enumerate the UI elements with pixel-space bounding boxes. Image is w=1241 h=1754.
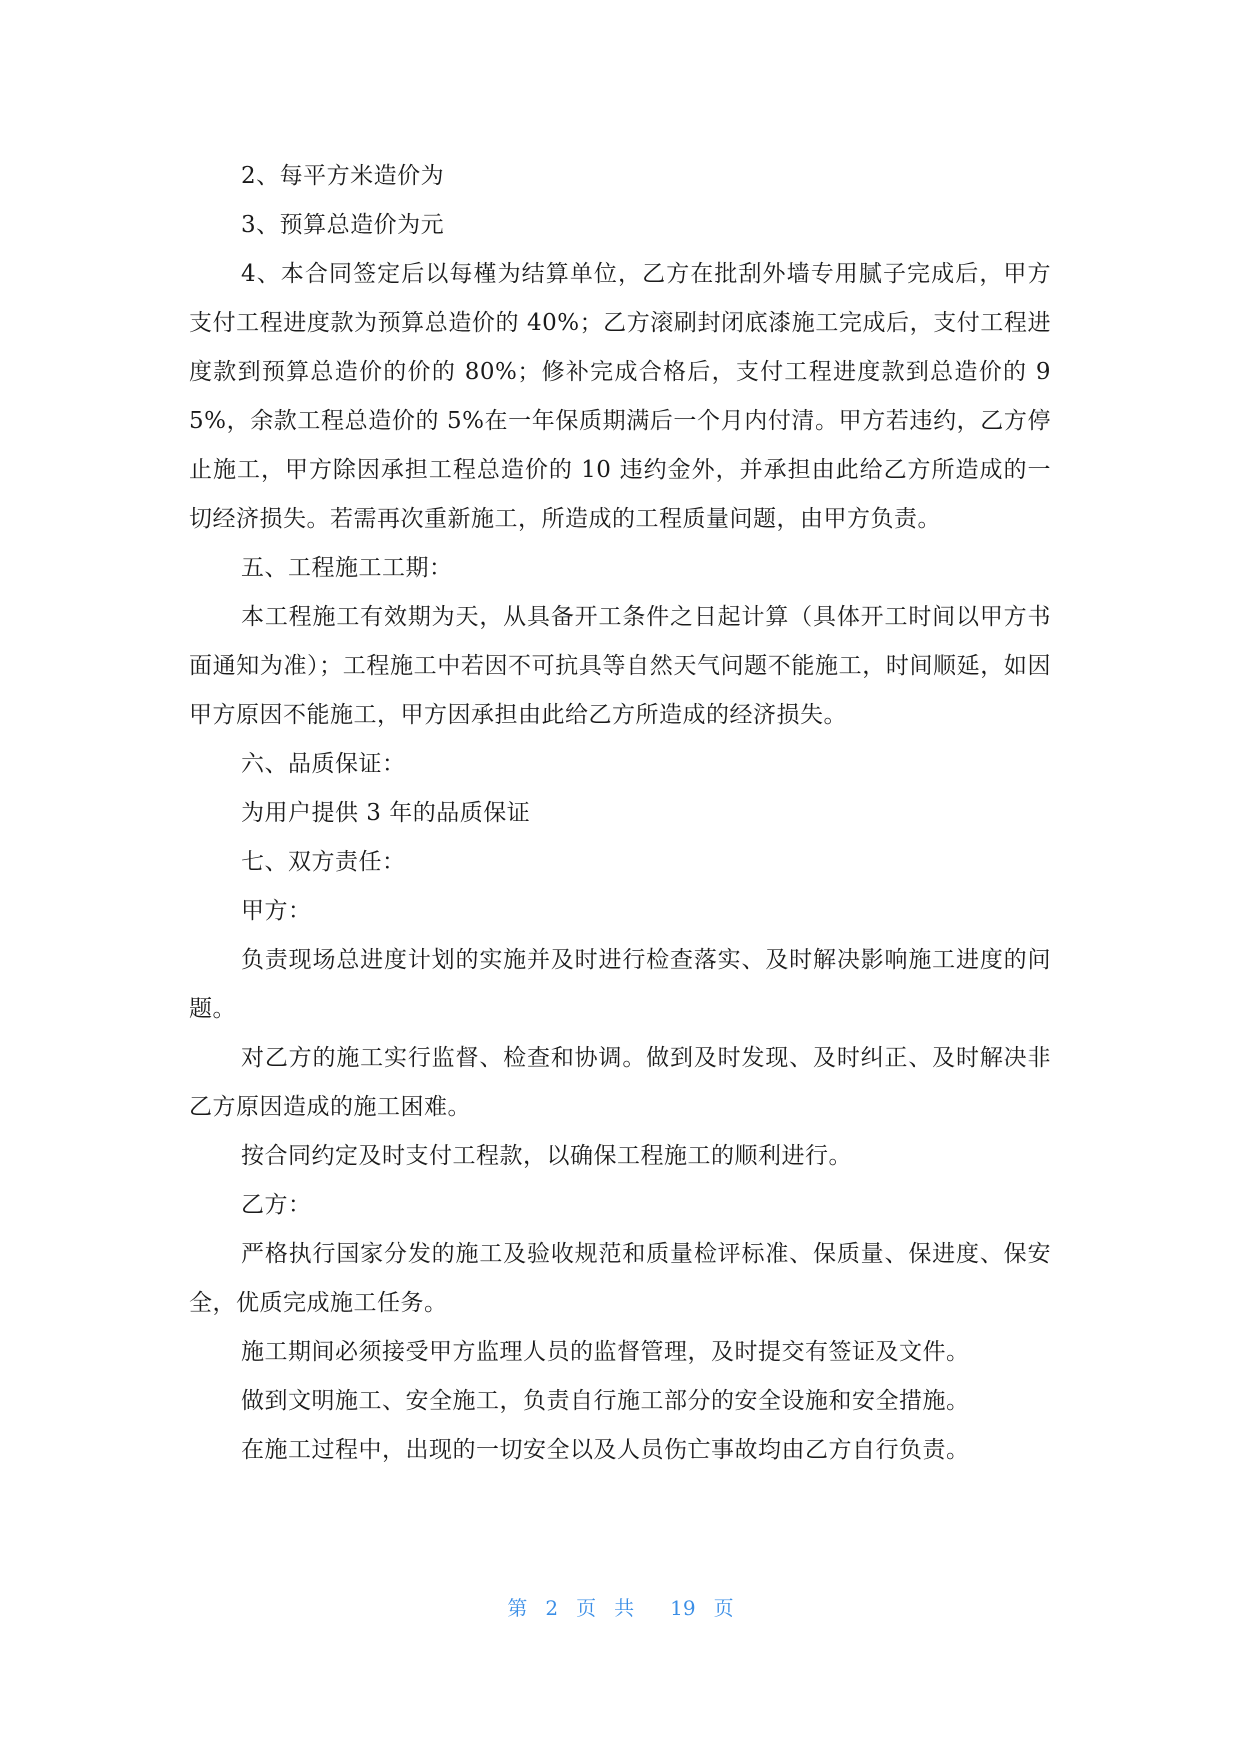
- paragraph-payment-terms: 4、本合同签定后以每槿为结算单位，乙方在批刮外墙专用腻子完成后，甲方支付工程进度款为预算总造价的 40%；乙方滚刷封闭底漆施工完成后，支付工程进度款到预算总造价的价的 80%；修补完成合格后，支付工程进度款到总造价的 95%，余款工程总造价的 5%在一年保质期满后一个月内付清。甲方若违约，乙方停止施工，甲方除因承担工程总造价的 10 违约金外，并承担由此给乙方所造成的一切经济损失。若需再次重新施工，所造成的工程质量问题，由甲方负责。: [189, 261, 1051, 532]
- paragraph-quality-guarantee: 为用户提供 3 年的品质保证: [241, 800, 531, 826]
- page-number-footer: [0, 1594, 1241, 1622]
- subheading-party-b: 乙方：: [241, 1192, 312, 1218]
- paragraph-party-b-duty-2: 施工期间必须接受甲方监理人员的监督管理，及时提交有签证及文件。: [241, 1339, 970, 1365]
- section-heading-responsibilities: 七、双方责任：: [241, 849, 406, 875]
- paragraph-party-b-duty-3: 做到文明施工、安全施工，负责自行施工部分的安全设施和安全措施。: [241, 1388, 970, 1414]
- paragraph-party-b-duty-1: 严格执行国家分发的施工及验收规范和质量检评标准、保质量、保进度、保安全，优质完成施工任务。: [189, 1241, 1051, 1316]
- paragraph-party-a-duty-3: 按合同约定及时支付工程款，以确保工程施工的顺利进行。: [241, 1143, 852, 1169]
- section-heading-quality-guarantee: 六、品质保证：: [241, 751, 406, 777]
- footer-middle: 页共: [576, 1596, 653, 1620]
- document-body: [189, 152, 1051, 1475]
- paragraph-party-a-duty-1: 负责现场总进度计划的实施并及时进行检查落实、及时解决影响施工进度的问题。: [189, 947, 1051, 1022]
- footer-total-pages: 19: [670, 1596, 696, 1620]
- footer-current-page: 2: [545, 1596, 559, 1620]
- footer-suffix: 页: [713, 1596, 734, 1620]
- subheading-party-a: 甲方：: [241, 898, 312, 924]
- footer-prefix: 第: [507, 1596, 528, 1620]
- paragraph-construction-period: 本工程施工有效期为天，从具备开工条件之日起计算（具体开工时间以甲方书面通知为准）；工程施工中若因不可抗具等自然天气问题不能施工，时间顺延，如因甲方原因不能施工，甲方因承担由此给乙方所造成的经济损失。: [189, 604, 1051, 728]
- paragraph-budget-total: 3、预算总造价为元: [241, 212, 445, 238]
- paragraph-party-a-duty-2: 对乙方的施工实行监督、检查和协调。做到及时发现、及时纠正、及时解决非乙方原因造成的施工困难。: [189, 1045, 1051, 1120]
- paragraph-price-per-sqm: 2、每平方米造价为: [241, 163, 445, 189]
- section-heading-construction-period: 五、工程施工工期：: [241, 555, 453, 581]
- paragraph-party-b-duty-4: 在施工过程中，出现的一切安全以及人员伤亡事故均由乙方自行负责。: [241, 1437, 970, 1463]
